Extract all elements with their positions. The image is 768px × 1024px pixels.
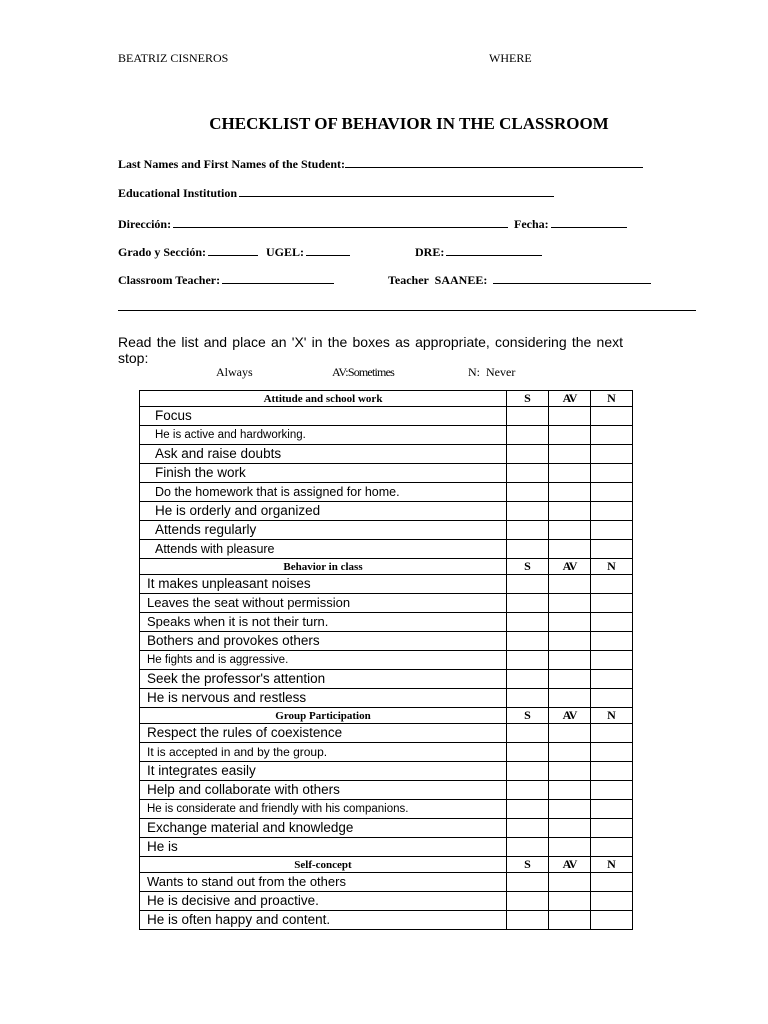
checkbox-s[interactable] [507,781,549,800]
checkbox-s[interactable] [507,632,549,651]
checkbox-av[interactable] [549,594,591,613]
checkbox-s[interactable] [507,502,549,521]
address-blank[interactable] [173,216,508,228]
checkbox-av[interactable] [549,426,591,445]
item-label: It makes unpleasant noises [147,576,311,591]
table-row [140,838,633,857]
table-row [140,892,633,911]
checkbox-n[interactable] [591,632,633,651]
student-name-label: Last Names and First Names of the Student: [118,157,345,171]
item-label: Speaks when it is not their turn. [147,614,329,629]
table-row [140,781,633,800]
ugel-blank[interactable] [306,244,350,256]
table-row [140,762,633,781]
item-label: It is accepted in and by the group. [147,745,328,759]
checkbox-s[interactable] [507,407,549,426]
checkbox-av[interactable] [549,445,591,464]
student-name-field[interactable] [118,156,643,172]
table-row [140,483,633,502]
checkbox-n[interactable] [591,464,633,483]
checkbox-s[interactable] [507,819,549,838]
section-header [140,857,633,873]
checkbox-av[interactable] [549,762,591,781]
column-n: N [591,559,633,575]
item-label: Ask and raise doubts [155,446,282,461]
checkbox-n[interactable] [591,521,633,540]
section-title: Attitude and school work [140,391,507,407]
checkbox-n[interactable] [591,873,633,892]
table-row [140,743,633,762]
checkbox-s[interactable] [507,613,549,632]
checkbox-s[interactable] [507,911,549,930]
checkbox-av[interactable] [549,575,591,594]
checkbox-n[interactable] [591,911,633,930]
checkbox-av[interactable] [549,464,591,483]
checkbox-n[interactable] [591,540,633,559]
checkbox-av[interactable] [549,483,591,502]
checkbox-av[interactable] [549,689,591,708]
table-row [140,632,633,651]
checkbox-s[interactable] [507,483,549,502]
saanee-label: Teacher SAANEE: [388,273,488,287]
checkbox-n[interactable] [591,838,633,857]
table-row [140,613,633,632]
table-row [140,800,633,819]
checkbox-av[interactable] [549,502,591,521]
checkbox-s[interactable] [507,426,549,445]
institution-field[interactable] [118,185,554,201]
checkbox-n[interactable] [591,445,633,464]
table-row [140,651,633,670]
item-label: Focus [155,408,192,423]
checkbox-av[interactable] [549,651,591,670]
where-label: WHERE [489,51,532,65]
legend-never: N: Never [468,365,516,379]
table-row [140,502,633,521]
checkbox-n[interactable] [591,651,633,670]
table-row [140,464,633,483]
author-name: BEATRIZ CISNEROS [118,51,229,65]
dre-label: DRE: [415,245,445,259]
section-header [140,391,633,407]
column-n: N [591,857,633,873]
saanee-field[interactable] [388,272,651,288]
item-label: Respect the rules of coexistence [147,725,343,740]
item-label: He is decisive and proactive. [147,893,319,908]
checkbox-n[interactable] [591,407,633,426]
column-s: S [507,708,549,724]
checkbox-av[interactable] [549,632,591,651]
teacher-label: Classroom Teacher: [118,273,221,287]
item-label: Seek the professor's attention [147,671,326,686]
ugel-field[interactable] [266,244,350,260]
page-title: CHECKLIST OF BEHAVIOR IN THE CLASSROOM [209,114,609,133]
checkbox-av[interactable] [549,892,591,911]
checkbox-s[interactable] [507,540,549,559]
section-title: Group Participation [140,708,507,724]
table-row [140,689,633,708]
checklist-table [139,390,633,930]
checkbox-s[interactable] [507,873,549,892]
checkbox-av[interactable] [549,724,591,743]
item-label: It integrates easily [147,763,256,778]
checkbox-s[interactable] [507,724,549,743]
column-av: AV [549,391,591,407]
checkbox-av[interactable] [549,819,591,838]
checkbox-s[interactable] [507,838,549,857]
dre-field[interactable] [415,244,542,260]
checkbox-s[interactable] [507,743,549,762]
address-field[interactable] [118,216,508,232]
table-row [140,724,633,743]
legend-always: Always [216,365,253,379]
checkbox-av[interactable] [549,670,591,689]
checkbox-n[interactable] [591,743,633,762]
checkbox-n[interactable] [591,502,633,521]
item-label: Leaves the seat without permission [147,595,351,610]
checkbox-av[interactable] [549,407,591,426]
item-label: He is orderly and organized [155,503,321,518]
checkbox-s[interactable] [507,594,549,613]
checkbox-n[interactable] [591,594,633,613]
checkbox-s[interactable] [507,521,549,540]
separator-line [118,310,696,311]
grade-label: Grado y Sección: [118,245,206,259]
checkbox-s[interactable] [507,800,549,819]
item-label: Bothers and provokes others [147,633,320,648]
legend-sometimes: AV:Sometimes [332,365,394,379]
checkbox-av[interactable] [549,743,591,762]
dre-blank[interactable] [446,244,542,256]
checkbox-s[interactable] [507,651,549,670]
checkbox-av[interactable] [549,800,591,819]
checkbox-n[interactable] [591,724,633,743]
table-row [140,594,633,613]
column-av: AV [549,559,591,575]
checkbox-n[interactable] [591,670,633,689]
item-label: He is often happy and content. [147,912,331,927]
checkbox-s[interactable] [507,464,549,483]
grade-field[interactable] [118,244,258,260]
checkbox-av[interactable] [549,873,591,892]
date-field[interactable] [514,216,627,232]
column-s: S [507,391,549,407]
section-title: Behavior in class [140,559,507,575]
checkbox-n[interactable] [591,892,633,911]
checkbox-n[interactable] [591,613,633,632]
item-label: He is nervous and restless [147,690,307,705]
item-label: Exchange material and knowledge [147,820,354,835]
table-row [140,407,633,426]
checkbox-av[interactable] [549,781,591,800]
checkbox-n[interactable] [591,762,633,781]
column-av: AV [549,708,591,724]
item-label: Do the homework that is assigned for home. [155,485,400,499]
instructions: Read the list and place an 'X' in the boxes as appropriate, considering the next stop: [118,334,623,366]
item-label: He is [147,839,178,854]
item-label: He is active and hardworking. [155,429,306,441]
table-row [140,873,633,892]
checkbox-s[interactable] [507,575,549,594]
column-n: N [591,708,633,724]
table-row [140,670,633,689]
checkbox-av[interactable] [549,911,591,930]
date-blank[interactable] [551,216,627,228]
item-label: Attends regularly [155,522,257,537]
section-header [140,708,633,724]
checkbox-n[interactable] [591,426,633,445]
checkbox-n[interactable] [591,575,633,594]
table-row [140,426,633,445]
item-label: Attends with pleasure [155,542,275,556]
student-name-blank[interactable] [345,156,643,168]
checkbox-n[interactable] [591,689,633,708]
column-n: N [591,391,633,407]
item-label: He is considerate and friendly with his companions. [147,803,409,815]
address-label: Dirección: [118,217,172,231]
saanee-blank[interactable] [493,272,651,284]
teacher-blank[interactable] [222,272,334,284]
checkbox-s[interactable] [507,670,549,689]
section-header [140,559,633,575]
teacher-field[interactable] [118,272,334,288]
table-row [140,445,633,464]
column-s: S [507,559,549,575]
table-row [140,911,633,930]
column-av: AV [549,857,591,873]
institution-label: Educational Institution [118,186,238,200]
table-row [140,540,633,559]
checkbox-n[interactable] [591,819,633,838]
checkbox-s[interactable] [507,445,549,464]
item-label: Finish the work [155,465,246,480]
ugel-label: UGEL: [266,245,305,259]
checkbox-av[interactable] [549,521,591,540]
checkbox-av[interactable] [549,838,591,857]
date-label: Fecha: [514,217,549,231]
checkbox-av[interactable] [549,540,591,559]
table-row [140,575,633,594]
checkbox-n[interactable] [591,781,633,800]
table-row [140,521,633,540]
item-label: Help and collaborate with others [147,782,340,797]
checkbox-s[interactable] [507,762,549,781]
table-row [140,819,633,838]
item-label: He fights and is aggressive. [147,654,289,666]
item-label: Wants to stand out from the others [147,874,346,889]
checkbox-av[interactable] [549,613,591,632]
section-title: Self-concept [140,857,507,873]
checkbox-s[interactable] [507,689,549,708]
checkbox-n[interactable] [591,483,633,502]
grade-blank[interactable] [208,244,258,256]
institution-blank[interactable] [239,185,554,197]
checkbox-n[interactable] [591,800,633,819]
column-s: S [507,857,549,873]
checkbox-s[interactable] [507,892,549,911]
